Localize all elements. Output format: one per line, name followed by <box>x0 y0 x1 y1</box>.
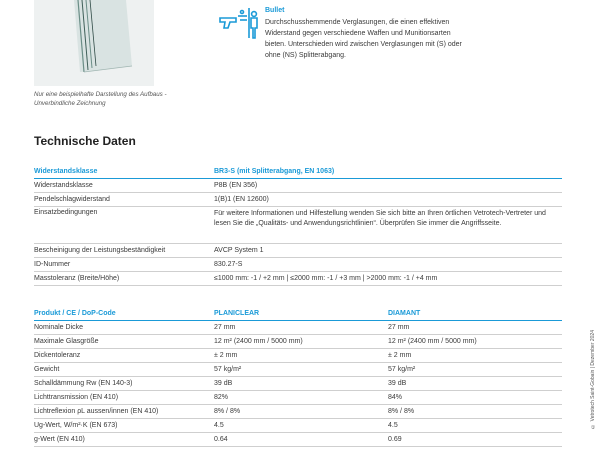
row-value: 12 m² (2400 mm / 5000 mm) <box>388 335 562 349</box>
table-header-row <box>34 306 562 321</box>
row-label: Lichttransmission (EN 410) <box>34 391 214 405</box>
row-value: 39 dB <box>214 377 388 391</box>
table-row <box>34 193 562 207</box>
row-label: Ug-Wert, W/m²·K (EN 673) <box>34 419 214 433</box>
row-value: 84% <box>388 391 562 405</box>
table-row <box>34 272 562 286</box>
row-label: Dickentoleranz <box>34 349 214 363</box>
table-row <box>34 335 562 349</box>
technical-data-table <box>34 164 562 286</box>
row-value: AVCP System 1 <box>214 244 562 258</box>
table-row <box>34 377 562 391</box>
illustration-caption: Nur eine beispielhafte Darstellung des Aufbaus - Unverbindliche Zeichnung <box>34 91 167 107</box>
row-value: 0.69 <box>388 433 562 447</box>
row-value: 8% / 8% <box>214 405 388 419</box>
row-label: Schalldämmung Rw (EN 140-3) <box>34 377 214 391</box>
row-label: Bescheinigung der Leistungsbeständigkeit <box>34 244 214 258</box>
table-row <box>34 258 562 272</box>
row-value: 39 dB <box>388 377 562 391</box>
row-label: Maximale Glasgröße <box>34 335 214 349</box>
row-label: Gewicht <box>34 363 214 377</box>
row-value: Für weitere Informationen und Hilfestellung wenden Sie sich bitte an Ihren örtlichen Vetrotech-Vertreter und lesen Sie die „Qualitäts- und Anwendungsrichtlinien“. Überprüfen Sie immer die Angriffsseite. <box>214 207 562 244</box>
row-value: 27 mm <box>214 321 388 335</box>
row-value: 12 m² (2400 mm / 5000 mm) <box>214 335 388 349</box>
row-label: Pendelschlagwiderstand <box>34 193 214 207</box>
table-row <box>34 179 562 193</box>
table-row <box>34 391 562 405</box>
row-value: 82% <box>214 391 388 405</box>
copyright-note: © Vetrotech Saint-Gobain | Dezember 2024 <box>590 330 596 429</box>
row-value: 1(B)1 (EN 12600) <box>214 193 562 207</box>
table-row <box>34 433 562 447</box>
table-row <box>34 244 562 258</box>
row-value: ≤1000 mm: -1 / +2 mm | ≤2000 mm: -1 / +3 mm | >2000 mm: -1 / +4 mm <box>214 272 562 286</box>
row-value: 4.5 <box>214 419 388 433</box>
row-value: ± 2 mm <box>388 349 562 363</box>
row-value: 8% / 8% <box>388 405 562 419</box>
bullet-description: Durchschusshemmende Verglasungen, die einen effektiven Widerstand gegen verschiedene Waffen und Munitionsarten bieten. Unterschieden wird zwischen Verglasungen mit (S) oder ohne (NS) Splitterabgang. <box>265 19 462 59</box>
row-label: g-Wert (EN 410) <box>34 433 214 447</box>
table-row <box>34 405 562 419</box>
row-label: Lichtreflexion ρL aussen/innen (EN 410) <box>34 405 214 419</box>
row-value: P8B (EN 356) <box>214 179 562 193</box>
header-cell: DIAMANT <box>388 306 562 321</box>
row-label: Widerstandsklasse <box>34 179 214 193</box>
bullet-protection-icon <box>218 6 258 40</box>
table-row <box>34 207 562 244</box>
table-row <box>34 321 562 335</box>
product-table <box>34 306 562 447</box>
row-value: 0.64 <box>214 433 388 447</box>
table-row <box>34 363 562 377</box>
row-value: 57 kg/m² <box>388 363 562 377</box>
table-row <box>34 349 562 363</box>
row-value: 27 mm <box>388 321 562 335</box>
row-value: ± 2 mm <box>214 349 388 363</box>
row-value: 830.27-S <box>214 258 562 272</box>
row-label: Nominale Dicke <box>34 321 214 335</box>
table-header-row <box>34 164 562 179</box>
row-label: Masstoleranz (Breite/Höhe) <box>34 272 214 286</box>
section-title: Technische Daten <box>34 134 136 148</box>
row-value: 4.5 <box>388 419 562 433</box>
header-cell: Widerstandsklasse <box>34 164 214 179</box>
header-cell: BR3-S (mit Splitterabgang, EN 1063) <box>214 164 562 179</box>
header-cell: Produkt / CE / DoP-Code <box>34 306 214 321</box>
bullet-title: Bullet <box>265 7 285 14</box>
table-row <box>34 419 562 433</box>
row-value: 57 kg/m² <box>214 363 388 377</box>
row-label: ID-Nummer <box>34 258 214 272</box>
glass-illustration <box>34 0 154 86</box>
header-cell: PLANICLEAR <box>214 306 388 321</box>
row-label: Einsatzbedingungen <box>34 207 214 244</box>
